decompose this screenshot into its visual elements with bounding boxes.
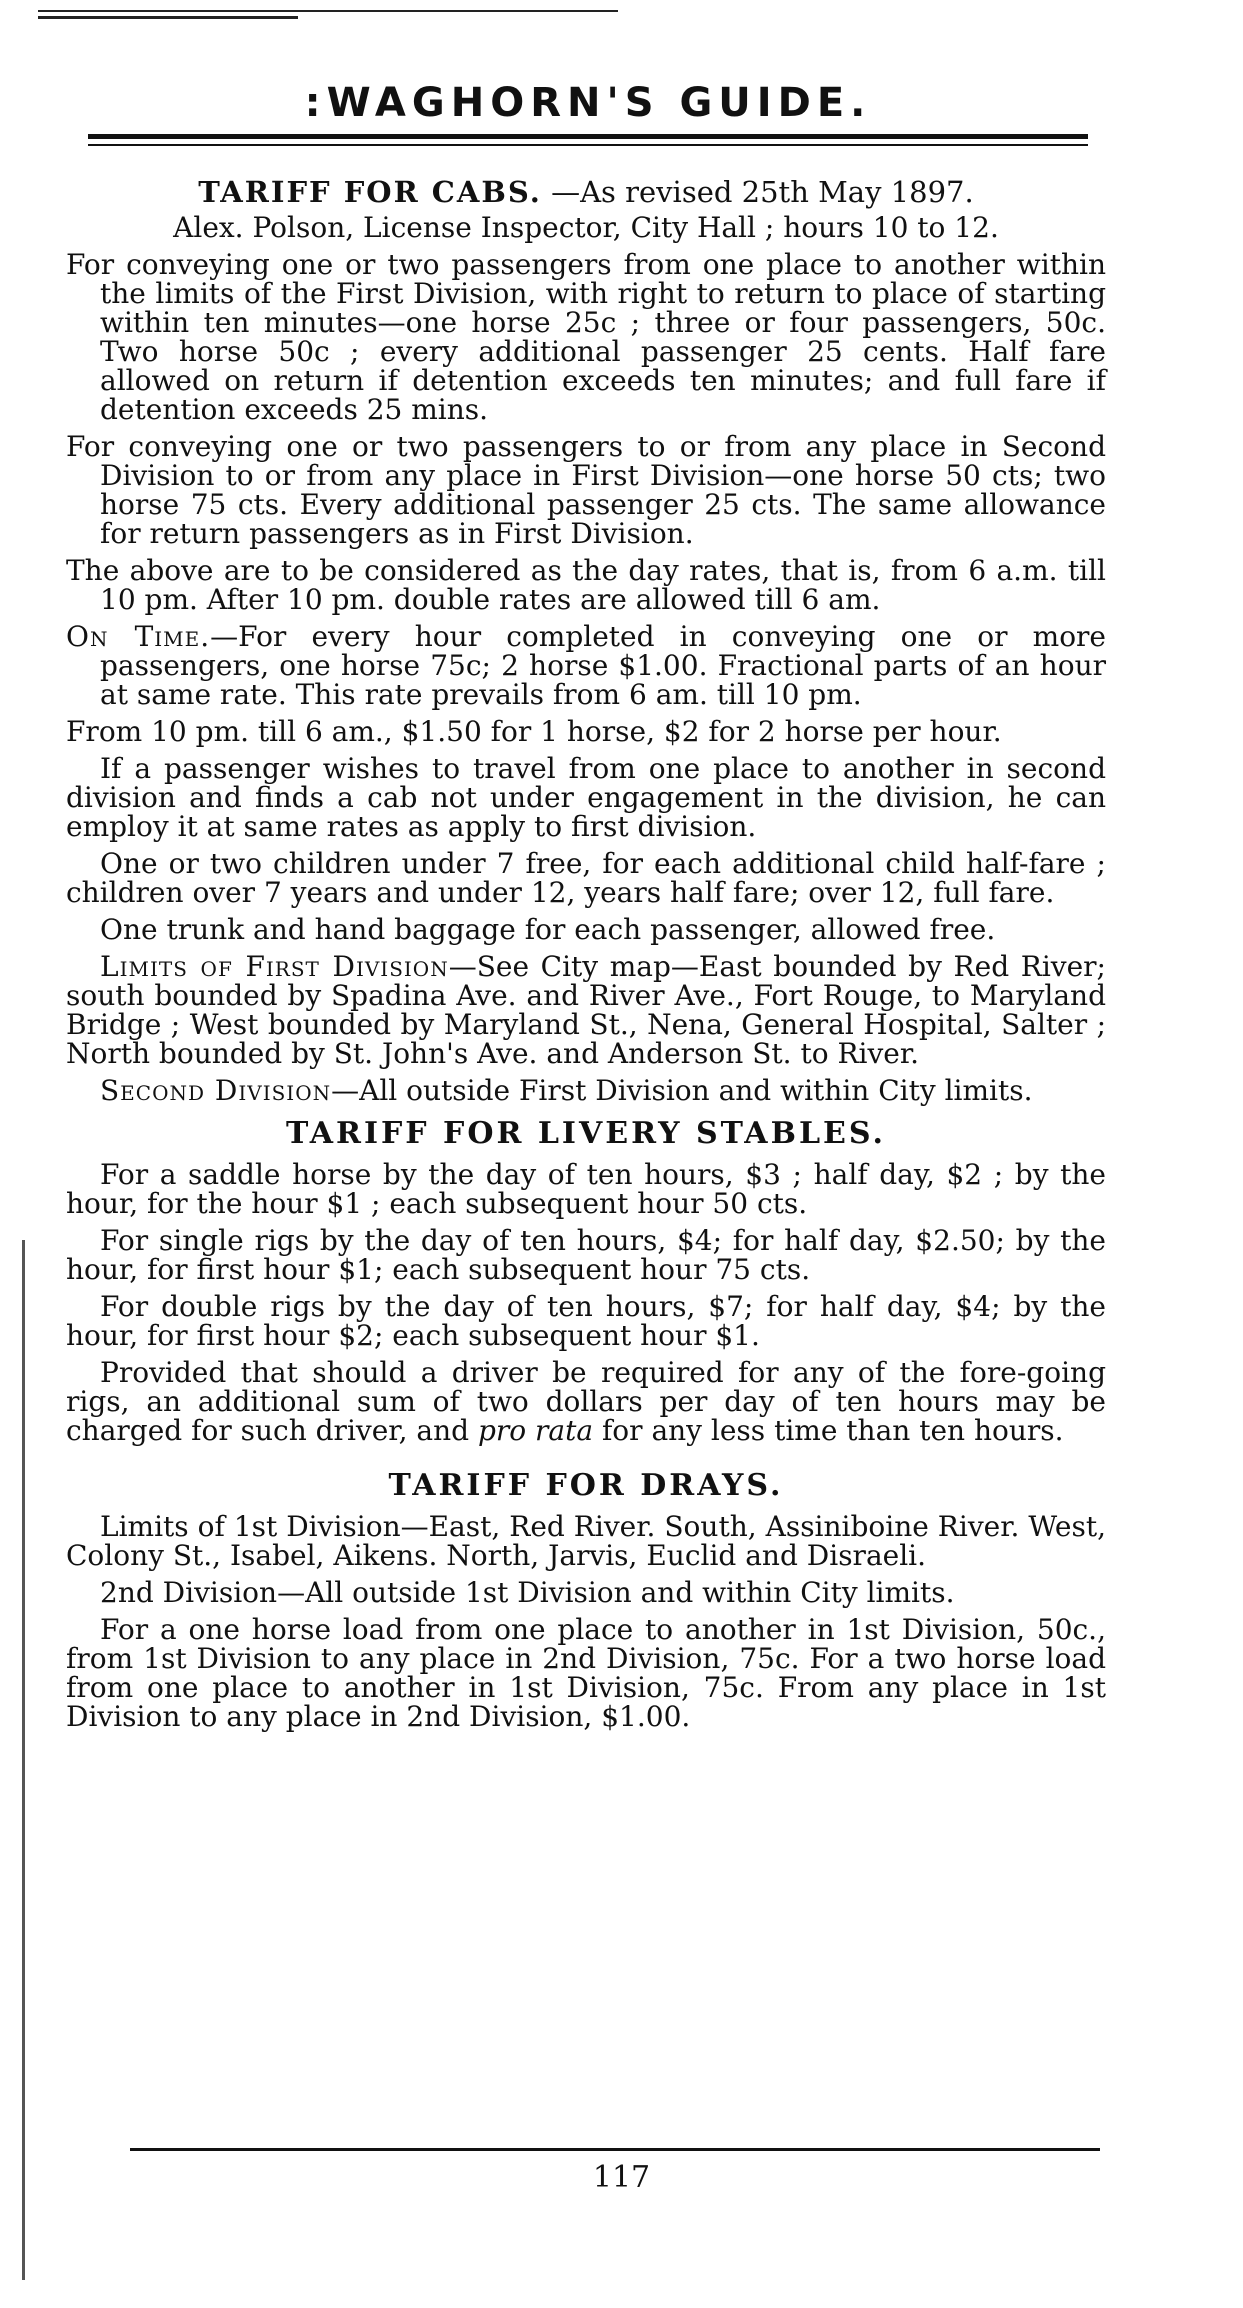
limits-label: Limits of First Division xyxy=(100,950,449,983)
cabs-paragraph-second-division: If a passenger wishes to travel from one place to another in second division and finds a cab not under engagement in the division, he can employ it at same rates as apply to first division. xyxy=(66,752,1106,843)
cabs-paragraph-baggage: One trunk and hand baggage for each passenger, allowed free. xyxy=(100,913,996,946)
top-rule xyxy=(38,10,618,12)
on-time-text: —For every hour completed in conveying one or more passengers, one horse 75c; 2 horse $1.00. Fractional parts of an hour at same rate. This rate prevails from 6 am. till 10 pm. xyxy=(100,620,1107,711)
livery-heading: TARIFF FOR LIVERY STABLES. xyxy=(286,1116,886,1151)
livery-paragraph-double: For double rigs by the day of ten hours, $7; for half day, $4; by the hour, for first hour $2; each subsequent hour $1. xyxy=(66,1290,1106,1352)
drays-heading: TARIFF FOR DRAYS. xyxy=(388,1468,784,1503)
top-rule-short xyxy=(38,16,298,19)
page-content xyxy=(66,175,1107,1739)
second-division-text: —All outside First Division and within City limits. xyxy=(331,1074,1033,1107)
page-number: 117 xyxy=(592,2160,651,2195)
cabs-paragraph-limits xyxy=(66,952,1106,1068)
cabs-heading xyxy=(66,175,1106,209)
cabs-paragraph-night: From 10 pm. till 6 am., $1.50 for 1 horse, $2 for 2 horse per hour. xyxy=(66,715,1002,748)
cabs-paragraph-children: One or two children under 7 free, for each additional child half-fare ; children over 7 years and under 12, years half fare; over 12, full fare. xyxy=(66,847,1106,909)
livery-paragraph-saddle: For a saddle horse by the day of ten hours, $3 ; half day, $2 ; by the hour, for the hour $1 ; each subsequent hour 50 cts. xyxy=(66,1158,1106,1220)
drays-paragraph-limits: Limits of 1st Division—East, Red River. South, Assiniboine River. West, Colony St., Isabel, Aikens. North, Jarvis, Euclid and Disraeli. xyxy=(66,1510,1106,1572)
second-division-label: Second Division xyxy=(100,1074,332,1107)
cabs-heading-revision: —As revised 25th May 1897. xyxy=(541,175,974,209)
driver-text-italic: pro rata xyxy=(477,1414,594,1447)
margin-line xyxy=(22,1240,25,2280)
cabs-paragraph-3: The above are to be considered as the day rates, that is, from 6 a.m. till 10 pm. After 10 pm. double rates are allowed till 6 am. xyxy=(66,554,1106,616)
cabs-paragraph-time xyxy=(66,622,1106,709)
cabs-paragraph-1: For conveying one or two passengers from one place to another within the limits of the First Division, with right to return to place of starting within ten minutes—one horse 25c ; three or four passengers, 50c. Two horse 50c ; every additional passenger 25 cents. Half fare allowed on return if detention exceeds ten minutes; and full fare if detention exceeds 25 mins. xyxy=(66,248,1106,426)
driver-text-a: Provided that should a driver be required for any of the fore-going rigs, an additional sum of two dollars per day of ten hours may be charged for such driver, and xyxy=(66,1356,1106,1447)
on-time-label: On Time. xyxy=(66,620,211,653)
cabs-paragraph-second xyxy=(66,1076,1106,1105)
footer-rule xyxy=(130,2148,1100,2151)
driver-text-b: for any less time than ten hours. xyxy=(593,1414,1064,1447)
cabs-inspector: Alex. Polson, License Inspector, City Hall ; hours 10 to 12. xyxy=(173,211,999,244)
page-header: :WAGHORN'S GUIDE. xyxy=(304,80,872,126)
header-rule-thin xyxy=(88,144,1088,146)
livery-paragraph-driver xyxy=(66,1358,1106,1445)
header-rule-thick xyxy=(88,134,1088,139)
drays-paragraph-rates: For a one horse load from one place to another in 1st Division, 50c., from 1st Division to any place in 2nd Division, 75c. For a two horse load from one place to another in 1st Division, 75c. From any place in 1st Division to any place in 2nd Division, $1.00. xyxy=(66,1613,1106,1733)
cabs-paragraph-2: For conveying one or two passengers to or from any place in Second Division to or from any place in First Division—one horse 50 cts; two horse 75 cts. Every additional passenger 25 cts. The same allowance for return passengers as in First Division. xyxy=(66,430,1106,550)
livery-paragraph-single: For single rigs by the day of ten hours, $4; for half day, $2.50; by the hour, for first hour $1; each subsequent hour 75 cts. xyxy=(66,1224,1106,1286)
cabs-heading-title: TARIFF FOR CABS. xyxy=(198,175,542,209)
limits-text: —See City map—East bounded by Red River; south bounded by Spadina Ave. and River Ave., Fort Rouge, to Maryland Bridge ; West bounded by Maryland St., Nena, General Hospital, Salter ; North bounded by St. John's Ave. and Anderson St. to River. xyxy=(66,950,1106,1070)
drays-paragraph-second: 2nd Division—All outside 1st Division and within City limits. xyxy=(100,1576,955,1609)
